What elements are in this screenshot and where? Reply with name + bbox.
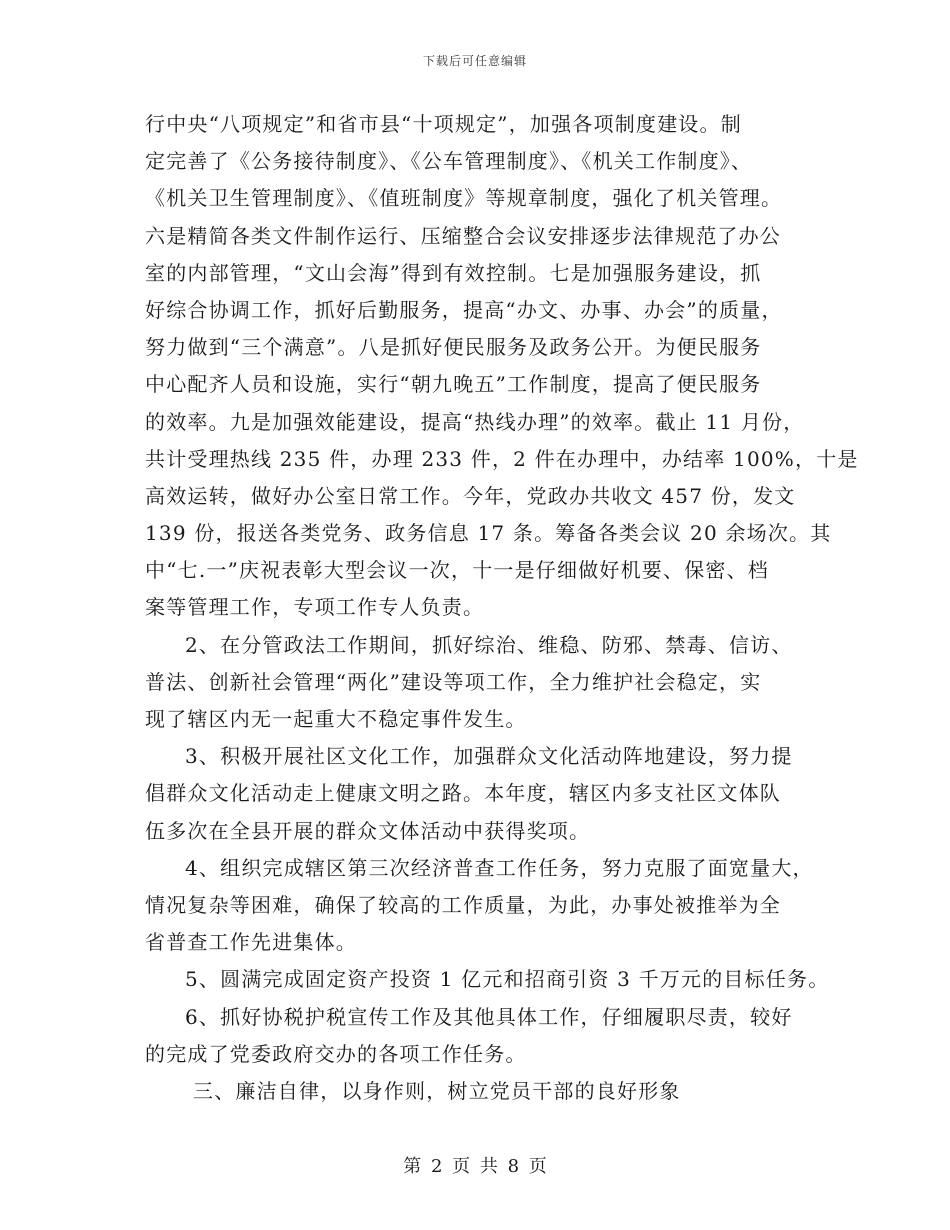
page-header: 下载后可任意编辑 <box>422 54 527 68</box>
body-line: 的效率。九是加强效能建设，提高“热线办理”的效率。截止 11 月份， <box>145 409 805 434</box>
body-line: 好综合协调工作，抓好后勤服务，提高“办文、办事、办会”的质量， <box>145 297 783 322</box>
body-line: 行中央“八项规定”和省市县“十项规定”，加强各项制度建设。制 <box>145 112 742 136</box>
body-line: 的完成了党委政府交办的各项工作任务。 <box>145 1041 527 1066</box>
section-heading: 三、廉洁自律，以身作则，树立党员干部的良好形象 <box>193 1078 681 1103</box>
body-line: 案等管理工作，专项工作专人负责。 <box>145 595 485 620</box>
body-line: 现了辖区内无一起重大不稳定事件发生。 <box>145 707 527 731</box>
body-line: 伍多次在全县开展的群众文体活动中获得奖项。 <box>145 818 591 843</box>
body-line: 高效运转，做好办公室日常工作。今年，党政办共收文 457 份，发文 <box>145 483 796 508</box>
body-line: 139 份，报送各类党务、政务信息 17 条。筹备各类会议 20 余场次。其 <box>145 521 832 546</box>
body-line: 《机关卫生管理制度》、《值班制度》等规章制度，强化了机关管理。 <box>145 186 783 211</box>
body-line: 努力做到“三个满意”。八是抓好便民服务及政务公开。为便民服务 <box>145 335 762 360</box>
body-line: 中心配齐人员和设施，实行“朝九晚五”工作制度，提高了便民服务 <box>145 372 762 397</box>
paragraph-start-line: 2、在分管政法工作期间，抓好综治、维稳、防邪、禁毒、信访、 <box>185 632 793 657</box>
paragraph-start-line: 4、组织完成辖区第三次经济普查工作任务，努力克服了面宽量大， <box>185 855 814 880</box>
body-line: 普法、创新社会管理“两化”建设等项工作，全力维护社会稳定，实 <box>145 669 762 694</box>
body-line: 倡群众文化活动走上健康文明之路。本年度，辖区内多支社区文体队 <box>145 781 781 806</box>
page-number: 第 2 页 共 8 页 <box>403 1156 547 1177</box>
body-line: 室的内部管理，“文山会海”得到有效控制。七是加强服务建设，抓 <box>145 260 762 285</box>
document-body <box>145 106 859 1110</box>
body-line: 共计受理热线 235 件，办理 233 件，2 件在办理中，办结率 100%，十是 <box>145 446 859 471</box>
body-line: 定完善了《公务接待制度》、《公车管理制度》、《机关工作制度》、 <box>145 149 753 174</box>
body-line: 六是精简各类文件制作运行、压缩整合会议安排逐步法律规范了办公 <box>145 223 781 248</box>
paragraph-start-line: 3、积极开展社区文化工作，加强群众文化活动阵地建设，努力提 <box>185 744 793 769</box>
body-line: 中“七.一”庆祝表彰大型会议一次，十一是仔细做好机要、保密、档 <box>145 558 770 583</box>
paragraph-start-line: 6、抓好协税护税宣传工作及其他具体工作，仔细履职尽责，较好 <box>185 1004 793 1029</box>
body-line: 省普查工作先进集体。 <box>145 930 357 955</box>
paragraph-start-line: 5、圆满完成固定资产投资 1 亿元和招商引资 3 千万元的目标任务。 <box>185 967 830 992</box>
body-line: 情况复杂等困难，确保了较高的工作质量，为此，办事处被推举为全 <box>145 892 781 917</box>
